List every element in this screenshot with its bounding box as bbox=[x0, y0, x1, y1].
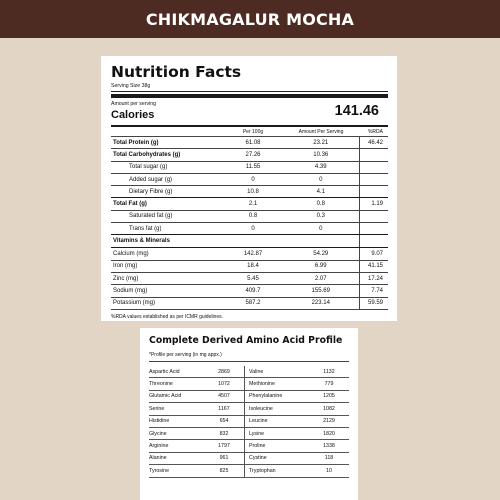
header-per-100g: Per 100g bbox=[223, 127, 283, 137]
nutrient-name: Total Carbohydrates (g) bbox=[111, 149, 223, 161]
per-100g-value: 409.7 bbox=[223, 285, 283, 297]
calories-value: 141.46 bbox=[334, 103, 379, 119]
amino-acid-name: Histidine bbox=[149, 415, 204, 427]
amino-acid-value: 1205 bbox=[309, 390, 349, 402]
per-serving-value: 0.8 bbox=[283, 198, 359, 210]
nutrition-row bbox=[111, 149, 388, 161]
per-serving-value: 4.39 bbox=[283, 161, 359, 173]
header-per-serving: Amount Per Serving bbox=[283, 127, 359, 137]
amino-acid-table bbox=[149, 366, 349, 478]
amino-acid-name: Isoleucine bbox=[245, 403, 310, 415]
amino-acid-value: 832 bbox=[204, 427, 245, 439]
nutrient-name: Total Fat (g) bbox=[111, 198, 223, 210]
amino-acid-row bbox=[149, 415, 349, 427]
amino-acid-name: Arginine bbox=[149, 440, 204, 452]
amino-acid-name: Aspartic Acid bbox=[149, 366, 204, 378]
per-100g-value: 18.4 bbox=[223, 260, 283, 272]
nutrient-name: Added sugar (g) bbox=[111, 173, 223, 185]
amino-acid-row bbox=[149, 465, 349, 477]
product-title: CHIKMAGALUR MOCHA bbox=[145, 9, 355, 29]
per-serving-value: 0 bbox=[283, 173, 359, 185]
nutrient-name: Trans fat (g) bbox=[111, 223, 223, 235]
rda-value bbox=[359, 210, 388, 222]
amino-acid-value: 1820 bbox=[309, 427, 349, 439]
amino-acid-value: 825 bbox=[204, 465, 245, 477]
nutrient-name: Calcium (mg) bbox=[111, 248, 223, 260]
amino-acid-value: 1072 bbox=[204, 378, 245, 390]
nutrient-name: Zinc (mg) bbox=[111, 272, 223, 284]
amino-acid-row bbox=[149, 403, 349, 415]
rda-value: 9.07 bbox=[359, 248, 388, 260]
nutrition-table-header bbox=[111, 127, 388, 137]
nutrient-name: Saturated fat (g) bbox=[111, 210, 223, 222]
nutrition-row bbox=[111, 161, 388, 173]
amino-acid-value: 1338 bbox=[309, 440, 349, 452]
nutrition-facts-title: Nutrition Facts bbox=[111, 63, 242, 81]
amino-acid-name: Glutamic Acid bbox=[149, 390, 204, 402]
rda-value bbox=[359, 186, 388, 198]
per-100g-value: 587.2 bbox=[223, 297, 283, 309]
nutrition-row bbox=[111, 260, 388, 272]
per-100g-value: 0.8 bbox=[223, 210, 283, 222]
product-title-banner bbox=[0, 0, 500, 38]
rda-value bbox=[359, 173, 388, 185]
amino-acid-name: Cystine bbox=[245, 452, 310, 464]
rda-value bbox=[359, 235, 388, 248]
nutrition-row bbox=[111, 285, 388, 297]
per-serving-value: 10.36 bbox=[283, 149, 359, 161]
rda-footnote: %RDA values established as per ICMR guidelines. bbox=[111, 313, 223, 320]
amino-acid-row bbox=[149, 366, 349, 378]
per-100g-value: 5.45 bbox=[223, 272, 283, 284]
amino-acid-name: Lysine bbox=[245, 427, 310, 439]
per-serving-value: 0 bbox=[283, 223, 359, 235]
nutrition-row bbox=[111, 223, 388, 235]
amino-acid-row bbox=[149, 390, 349, 402]
nutrition-row bbox=[111, 297, 388, 309]
amino-acid-value: 654 bbox=[204, 415, 245, 427]
nutrition-row bbox=[111, 186, 388, 198]
nutrient-name: Potassium (mg) bbox=[111, 297, 223, 309]
calories-section bbox=[111, 98, 388, 127]
per-serving-value: 4.1 bbox=[283, 186, 359, 198]
amino-acid-name: Serine bbox=[149, 403, 204, 415]
nutrition-row bbox=[111, 210, 388, 222]
nutrition-row bbox=[111, 137, 388, 149]
per-100g-value: 2.1 bbox=[223, 198, 283, 210]
amino-acid-name: Leucine bbox=[245, 415, 310, 427]
nutrient-name: Total sugar (g) bbox=[111, 161, 223, 173]
amount-per-serving-label: Amount per serving bbox=[111, 101, 156, 107]
amino-acid-note: *Profile per serving (in mg appx.) bbox=[149, 352, 349, 362]
amino-acid-name: Tryptophan bbox=[245, 465, 310, 477]
nutrient-name: Iron (mg) bbox=[111, 260, 223, 272]
nutrient-name: Sodium (mg) bbox=[111, 285, 223, 297]
nutrition-row bbox=[111, 248, 388, 260]
amino-acid-row bbox=[149, 378, 349, 390]
per-100g-value bbox=[223, 235, 283, 248]
header-nutrient bbox=[111, 127, 223, 137]
amino-acid-card bbox=[140, 328, 358, 500]
rda-value: 46.42 bbox=[359, 137, 388, 149]
header-rda: %RDA bbox=[359, 127, 388, 137]
per-serving-value: 6.99 bbox=[283, 260, 359, 272]
amino-acid-name: Phenylalanine bbox=[245, 390, 310, 402]
per-serving-value: 0.3 bbox=[283, 210, 359, 222]
nutrition-row bbox=[111, 173, 388, 185]
nutrition-row bbox=[111, 235, 388, 248]
amino-acid-value: 1082 bbox=[309, 403, 349, 415]
amino-acid-name: Valine bbox=[245, 366, 310, 378]
amino-acid-value: 4507 bbox=[204, 390, 245, 402]
per-100g-value: 27.26 bbox=[223, 149, 283, 161]
amino-acid-name: Glycine bbox=[149, 427, 204, 439]
per-100g-value: 142.87 bbox=[223, 248, 283, 260]
amino-acid-row bbox=[149, 440, 349, 452]
per-serving-value: 155.69 bbox=[283, 285, 359, 297]
per-serving-value: 23.21 bbox=[283, 137, 359, 149]
per-100g-value: 0 bbox=[223, 173, 283, 185]
per-serving-value: 223.14 bbox=[283, 297, 359, 309]
rda-value bbox=[359, 223, 388, 235]
amino-acid-value: 10 bbox=[309, 465, 349, 477]
amino-acid-row bbox=[149, 427, 349, 439]
amino-acid-value: 1167 bbox=[204, 403, 245, 415]
nutrient-name: Total Protein (g) bbox=[111, 137, 223, 149]
rda-value: 41.15 bbox=[359, 260, 388, 272]
amino-acid-name: Alanine bbox=[149, 452, 204, 464]
per-serving-value: 54.29 bbox=[283, 248, 359, 260]
amino-acid-value: 2129 bbox=[309, 415, 349, 427]
amino-acid-name: Proline bbox=[245, 440, 310, 452]
per-serving-value bbox=[283, 235, 359, 248]
rda-value: 17.24 bbox=[359, 272, 388, 284]
nutrition-row bbox=[111, 198, 388, 210]
amino-acid-value: 779 bbox=[309, 378, 349, 390]
per-100g-value: 61.08 bbox=[223, 137, 283, 149]
nutrition-row bbox=[111, 272, 388, 284]
per-100g-value: 10.8 bbox=[223, 186, 283, 198]
nutrition-facts-card bbox=[101, 56, 397, 321]
amino-acid-value: 1797 bbox=[204, 440, 245, 452]
amino-acid-value: 961 bbox=[204, 452, 245, 464]
amino-acid-row bbox=[149, 452, 349, 464]
rda-value bbox=[359, 149, 388, 161]
per-100g-value: 11.55 bbox=[223, 161, 283, 173]
amino-acid-title: Complete Derived Amino Acid Profile bbox=[149, 335, 343, 346]
amino-acid-name: Tyrosine bbox=[149, 465, 204, 477]
rda-value bbox=[359, 161, 388, 173]
per-100g-value: 0 bbox=[223, 223, 283, 235]
amino-acid-name: Methionine bbox=[245, 378, 310, 390]
amino-acid-value: 1132 bbox=[309, 366, 349, 378]
per-serving-value: 2.07 bbox=[283, 272, 359, 284]
amino-acid-value: 2869 bbox=[204, 366, 245, 378]
nutrient-name: Dietary Fibre (g) bbox=[111, 186, 223, 198]
rda-value: 7.74 bbox=[359, 285, 388, 297]
serving-size: Serving Size 38g bbox=[111, 83, 388, 92]
rda-value: 59.59 bbox=[359, 297, 388, 309]
nutrition-table bbox=[111, 127, 388, 310]
nutrient-name: Vitamins & Minerals bbox=[111, 235, 223, 248]
amino-acid-value: 118 bbox=[309, 452, 349, 464]
rda-value: 1.19 bbox=[359, 198, 388, 210]
amino-acid-name: Threonine bbox=[149, 378, 204, 390]
calories-label: Calories bbox=[111, 109, 155, 121]
